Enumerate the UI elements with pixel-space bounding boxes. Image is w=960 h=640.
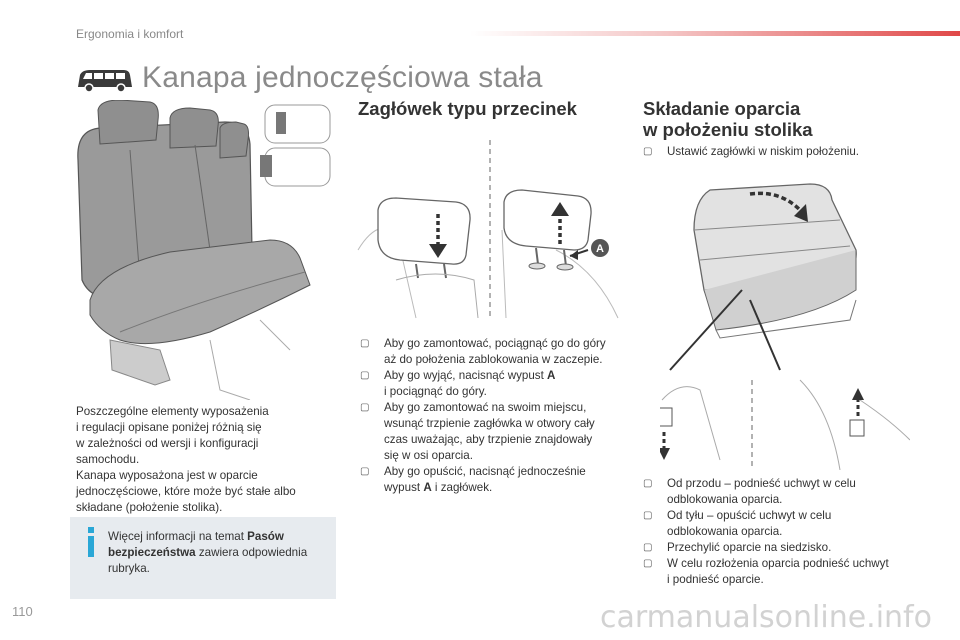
headrest-illustration [356, 140, 624, 320]
info-box [70, 517, 336, 599]
headrest-instructions [360, 336, 640, 496]
page-number: 110 [12, 604, 33, 619]
list-item: ▢ Ustawić zagłówki w niskim położeniu. [643, 145, 860, 158]
folding-illustration [660, 180, 910, 470]
square-bullet-icon: ▢ [360, 370, 370, 381]
square-bullet-icon: ▢ [643, 510, 653, 521]
section-label: Ergonomia i komfort [76, 27, 184, 41]
folding-first-instruction [643, 144, 933, 160]
folding-instructions [643, 476, 933, 588]
square-bullet-icon: ▢ [360, 338, 370, 349]
list-item: ▢ Aby go opuścić, nacisnąć jednocześnie wypust A i zagłówek. [360, 465, 586, 494]
list-item: ▢ Aby go zamontować, pociągnąć go do góry aż do położenia zablokowania w zaczepie. [360, 337, 606, 366]
list-item: ▢ Aby go wyjąć, nacisnąć wypust A i pociągnąć do góry. [360, 369, 556, 398]
folding-heading: Składanie oparcia w położeniu stolika [643, 98, 813, 140]
marker-a-label: A [596, 243, 604, 255]
square-bullet-icon: ▢ [360, 402, 370, 413]
info-icon [86, 527, 96, 557]
list-item: ▢ Przechylić oparcie na siedzisko. [643, 541, 832, 554]
list-item: ▢ W celu rozłożenia oparcia podnieść uchwyt i podnieść oparcie. [643, 557, 889, 586]
bench-seat-illustration [60, 100, 340, 400]
list-item: ▢ Aby go zamontować na swoim miejscu, wsunąć trzpienie zagłówka w otwory cały czas uważając, aby trzpienie znajdowały się w osi oparcia. [360, 401, 595, 462]
watermark: carmanualsonline.info [600, 600, 932, 635]
intro-text: Poszczególne elementy wyposażenia i regulacji opisane poniżej różnią się w zależności od wersji i konfiguracji samochodu. Kanapa wyposażona jest w oparcie jednoczęściowe, które może być stałe albo składane (położenie stolika). [76, 405, 296, 514]
list-item: ▢ Od przodu – podnieść uchwyt w celu odblokowania oparcia. [643, 477, 856, 506]
square-bullet-icon: ▢ [643, 542, 653, 553]
info-text: Więcej informacji na temat Pasów bezpieczeństwa zawiera odpowiednia rubryka. [108, 530, 308, 575]
square-bullet-icon: ▢ [643, 478, 653, 489]
page-title: Kanapa jednoczęściowa stała [142, 61, 543, 94]
van-icon [74, 65, 134, 95]
square-bullet-icon: ▢ [643, 558, 653, 569]
square-bullet-icon: ▢ [360, 466, 370, 477]
header-rule [470, 31, 960, 36]
headrest-heading: Zagłówek typu przecinek [358, 98, 577, 119]
list-item: ▢ Od tyłu – opuścić uchwyt w celu odblokowania oparcia. [643, 509, 832, 538]
square-bullet-icon: ▢ [643, 146, 653, 157]
